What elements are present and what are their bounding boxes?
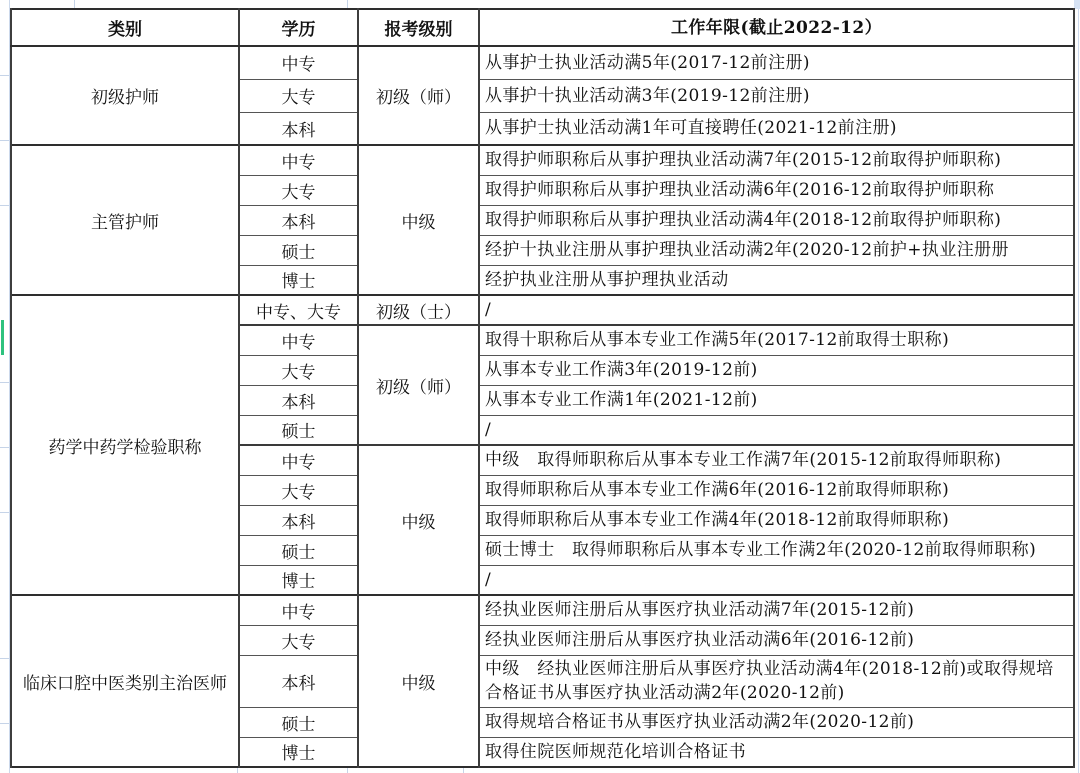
level-cell: 初级（师）	[358, 46, 479, 145]
sheet-gridline-tick	[0, 512, 9, 513]
work-cell: 从事护士执业活动满5年(2017-12前注册)	[479, 46, 1074, 79]
work-cell: 取得师职称后从事本专业工作满4年(2018-12前取得师职称)	[479, 505, 1074, 535]
work-cell: 经执业医师注册后从事医疗执业活动满7年(2015-12前)	[479, 595, 1074, 625]
edu-cell: 中专	[239, 145, 358, 175]
table-row	[11, 145, 1074, 175]
header-cell-level: 报考级别	[358, 9, 479, 46]
work-cell: /	[479, 295, 1074, 325]
exam-requirements-table	[10, 8, 1075, 768]
level-cell: 中级	[358, 445, 479, 595]
sheet-gridline-tick	[0, 75, 9, 76]
work-cell: /	[479, 565, 1074, 595]
edu-cell: 硕士	[239, 415, 358, 445]
level-cell: 初级（师）	[358, 325, 479, 445]
work-cell: 从事本专业工作满1年(2021-12前)	[479, 385, 1074, 415]
edu-cell: 硕士	[239, 707, 358, 737]
edu-cell: 博士	[239, 265, 358, 295]
edu-cell: 博士	[239, 565, 358, 595]
header-cell-work: 工作年限(截止2022-12）	[479, 9, 1074, 46]
header-cell-education: 学历	[239, 9, 358, 46]
table-row	[11, 295, 1074, 325]
edu-cell: 硕士	[239, 535, 358, 565]
work-cell: 硕士博士 取得师职称后从事本专业工作满2年(2020-12前取得师职称)	[479, 535, 1074, 565]
edu-cell: 本科	[239, 385, 358, 415]
sheet-gridline-tick	[463, 768, 464, 773]
category-cell: 药学中药学检验职称	[11, 295, 239, 595]
level-cell: 中级	[358, 145, 479, 295]
edu-cell: 本科	[239, 505, 358, 535]
selection-green-bar	[1, 320, 4, 355]
work-cell: 经执业医师注册后从事医疗执业活动满6年(2016-12前)	[479, 625, 1074, 655]
work-cell: 中级 经执业医师注册后从事医疗执业活动满4年(2018-12前)或取得规培合格证书从事医疗执业活动满2年(2020-12前)	[479, 655, 1074, 707]
category-cell: 主管护师	[11, 145, 239, 295]
table-row	[11, 595, 1074, 625]
sheet-gridline-tick	[347, 768, 348, 773]
edu-cell: 博士	[239, 737, 358, 767]
edu-cell: 大专	[239, 625, 358, 655]
edu-cell: 大专	[239, 355, 358, 385]
work-cell: 取得护师职称后从事护理执业活动满4年(2018-12前取得护师职称)	[479, 205, 1074, 235]
sheet-gridline-tick	[0, 723, 9, 724]
work-cell: /	[479, 415, 1074, 445]
work-cell: 从事护十执业活动满3年(2019-12前注册)	[479, 79, 1074, 112]
header-cell-category: 类别	[11, 9, 239, 46]
edu-cell: 本科	[239, 205, 358, 235]
edu-cell: 大专	[239, 475, 358, 505]
category-cell: 临床口腔中医类别主治医师	[11, 595, 239, 767]
table-header-row	[11, 9, 1074, 46]
category-cell: 初级护师	[11, 46, 239, 145]
table-row	[11, 46, 1074, 79]
edu-cell: 本科	[239, 655, 358, 707]
edu-cell: 硕士	[239, 235, 358, 265]
work-cell: 取得护师职称后从事护理执业活动满7年(2015-12前取得护师职称)	[479, 145, 1074, 175]
edu-cell: 大专	[239, 79, 358, 112]
work-cell: 取得住院医师规范化培训合格证书	[479, 737, 1074, 767]
edu-cell: 中专	[239, 325, 358, 355]
sheet-gridline-tick	[0, 140, 9, 141]
work-cell: 从事本专业工作满3年(2019-12前)	[479, 355, 1074, 385]
sheet-gridline-tick	[0, 382, 9, 383]
edu-cell: 中专	[239, 445, 358, 475]
work-cell: 取得十职称后从事本专业工作满5年(2017-12前取得士职称)	[479, 325, 1074, 355]
level-cell: 初级（士）	[358, 295, 479, 325]
sheet-gridline-tick	[237, 768, 238, 773]
work-cell: 中级 取得师职称后从事本专业工作满7年(2015-12前取得师职称)	[479, 445, 1074, 475]
edu-cell: 本科	[239, 112, 358, 145]
work-cell: 经护十执业注册从事护理执业活动满2年(2020-12前护+执业注册册	[479, 235, 1074, 265]
sheet-gridline-tick	[0, 447, 9, 448]
work-cell: 经护执业注册从事护理执业活动	[479, 265, 1074, 295]
edu-cell: 中专	[239, 46, 358, 79]
work-cell: 取得规培合格证书从事医疗执业活动满2年(2020-12前)	[479, 707, 1074, 737]
work-cell: 取得护师职称后从事护理执业活动满6年(2016-12前取得护师职称	[479, 175, 1074, 205]
work-cell: 从事护士执业活动满1年可直接聘任(2021-12前注册)	[479, 112, 1074, 145]
edu-cell: 中专、大专	[239, 295, 358, 325]
edu-cell: 大专	[239, 175, 358, 205]
sheet-gridline-right	[1078, 0, 1079, 773]
sheet-gridline-tick	[0, 658, 9, 659]
sheet-gridline-tick	[0, 205, 9, 206]
edu-cell: 中专	[239, 595, 358, 625]
work-cell: 取得师职称后从事本专业工作满6年(2016-12前取得师职称)	[479, 475, 1074, 505]
level-cell: 中级	[358, 595, 479, 767]
